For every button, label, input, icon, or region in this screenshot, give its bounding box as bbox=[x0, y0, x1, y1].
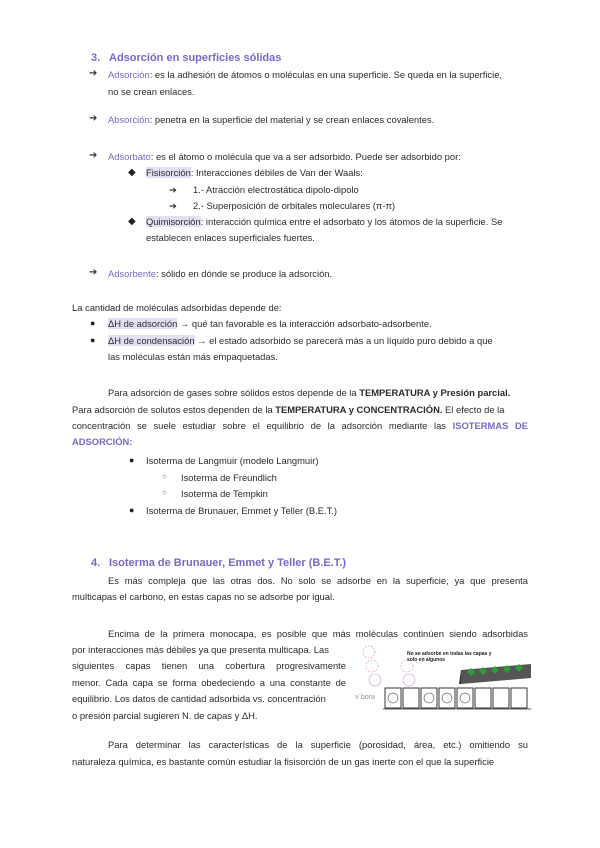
arrow-icon: ➔ bbox=[89, 267, 98, 278]
s4-para2-line6: o presión parcial sugieren N. de capas y ΔH. bbox=[72, 710, 258, 721]
item-text: → el estado adsorbido se parecerá más a un líquido puro debido a que bbox=[194, 335, 493, 346]
def-absorcion bbox=[108, 112, 434, 128]
s4-para3-line1: Para determinar las características de la superficie (porosidad, área, etc.) omitiendo su bbox=[108, 739, 528, 750]
figure-note-1: No se adsorbe en todas las capas y bbox=[407, 651, 492, 657]
isoterma-langmuir: Isoterma de Langmuir (modelo Langmuir) bbox=[146, 455, 319, 466]
def-text: : Interacciones débiles de Van der Waals: bbox=[190, 167, 363, 178]
section-title: Adsorción en superficies sólidas bbox=[109, 52, 282, 64]
circle-bullet-icon: ○ bbox=[162, 472, 167, 481]
s4-para2-line2: por interacciones más débiles ya que presenta multicapa. Las bbox=[72, 644, 329, 655]
term: Quimisorción bbox=[146, 216, 201, 227]
arrow-icon: ➔ bbox=[169, 184, 177, 195]
term: ΔH de condensación bbox=[108, 335, 195, 346]
term: Adsorbente bbox=[108, 268, 156, 279]
s4-para2-line5: equilibrio. Los datos de cantidad adsorbida vs. concentración bbox=[72, 693, 326, 704]
def-fisisorcion bbox=[146, 165, 363, 181]
para-line-3 bbox=[72, 418, 528, 434]
def-adsorcion bbox=[108, 67, 528, 83]
para-bold: TEMPERATURA y CONCENTRACIÓN. bbox=[275, 404, 443, 415]
def-quimisorcion-line2: establecen enlaces superficiales fuertes. bbox=[146, 232, 315, 243]
arrow-icon: ➔ bbox=[89, 68, 98, 79]
isoterma-freundlich: Isoterma de Freundlich bbox=[181, 472, 277, 483]
arrow-icon: ➔ bbox=[89, 113, 98, 124]
def-adsorcion-line2: no se crean enlaces. bbox=[108, 86, 195, 97]
def-text: : es el átomo o molécula que va a ser adsorbido. Puede ser adsorbido por: bbox=[150, 151, 461, 162]
para-line-4: ADSORCIÓN: bbox=[72, 436, 133, 447]
section-title: Isoterma de Brunauer, Emmet y Teller (B.E.T.) bbox=[109, 557, 346, 569]
isoterma-bet: Isoterma de Brunauer, Emmet y Teller (B.E.T.) bbox=[146, 505, 338, 516]
para-line-1 bbox=[108, 385, 510, 401]
def-text: : interacción química entre el adsorbato y los átomos de la superficie. Se bbox=[200, 216, 503, 227]
term: Fisisorción bbox=[146, 167, 191, 178]
bullet-icon: ● bbox=[90, 318, 96, 328]
para-bold: TEMPERATURA y Presión parcial. bbox=[359, 387, 511, 398]
fisisorcion-item-1: 1.- Atracción electrostática dipolo-dipolo bbox=[193, 184, 359, 195]
para-text: Para adsorción de solutos estos dependen de la bbox=[72, 404, 276, 415]
arrow-icon: ➔ bbox=[89, 150, 98, 161]
s4-para2-line3: siguientes capas tienen una cobertura progresivamente bbox=[72, 660, 346, 671]
term: Adsorción bbox=[108, 69, 150, 80]
s4-para1-line2: multicapas el carbono, en estas capas no se adsorbe por igual. bbox=[72, 591, 335, 602]
s4-para2-line1: Encima de la primera monocapa, es posible que más moléculas continúen siendo adsorbidas bbox=[108, 628, 528, 639]
def-quimisorcion bbox=[146, 214, 536, 230]
def-adsorbente bbox=[108, 266, 332, 282]
def-text: : sólido en dónde se produce la adsorción. bbox=[155, 268, 333, 279]
para-text: El efecto de la bbox=[442, 404, 505, 415]
item-text: → qué tan favorable es la interacción adsorbato-adsorbente. bbox=[177, 318, 432, 329]
bullet-icon: ● bbox=[129, 455, 135, 465]
arrow-icon: ➔ bbox=[169, 200, 177, 211]
para-text: Para adsorción de gases sobre sólidos estos depende de la bbox=[108, 387, 360, 398]
def-text: : penetra en la superficie del material y se crean enlaces covalentes. bbox=[149, 114, 435, 125]
cantidad-item-2 bbox=[108, 333, 528, 349]
para-highlight: ISOTERMAS DE bbox=[452, 420, 528, 431]
s4-para1-line1: Es más compleja que las otras dos. No solo se adsorbe en la superficie, ya que presenta bbox=[108, 575, 528, 586]
para-line-2 bbox=[72, 402, 504, 418]
cantidad-item-2-line2: las moléculas están más empaquetadas. bbox=[108, 351, 278, 362]
s4-para2-line4: menor. Cada capa se forma obedeciendo a una constante de bbox=[72, 677, 346, 688]
diamond-bullet-icon: ◆ bbox=[128, 167, 136, 178]
para-text: concentración se suele estudiar sobre el equilibrio de la adsorción mediante las bbox=[72, 420, 453, 431]
figure-note-2: solo en algunos bbox=[407, 657, 446, 663]
fisisorcion-item-2: 2.- Superposición de orbitales moleculares (π-π) bbox=[193, 200, 396, 211]
cantidad-intro: La cantidad de moléculas adsorbidas depende de: bbox=[72, 302, 282, 313]
isoterma-tempkin: Isoterma de Tempkin bbox=[181, 488, 268, 499]
multilayer-figure bbox=[355, 644, 533, 718]
term: Absorción bbox=[108, 114, 150, 125]
figure-side-label: v´bora bbox=[355, 694, 375, 701]
section-number: 3. bbox=[91, 52, 101, 64]
bullet-icon: ● bbox=[90, 335, 96, 345]
def-text: : es la adhesión de átomos o moléculas en una superficie. Se queda en la superficie, bbox=[149, 69, 503, 80]
section-number: 4. bbox=[91, 557, 101, 569]
def-adsorbato bbox=[108, 149, 461, 165]
term: Adsorbato bbox=[108, 151, 151, 162]
bullet-icon: ● bbox=[129, 505, 135, 515]
cantidad-item-1 bbox=[108, 316, 432, 332]
diamond-bullet-icon: ◆ bbox=[128, 216, 136, 227]
s4-para3-line2: naturaleza química, es bastante común estudiar la fisisorción de un gas inerte con el que la superficie bbox=[72, 756, 495, 767]
circle-bullet-icon: ○ bbox=[162, 488, 167, 497]
term: ΔH de adsorción bbox=[108, 318, 178, 329]
